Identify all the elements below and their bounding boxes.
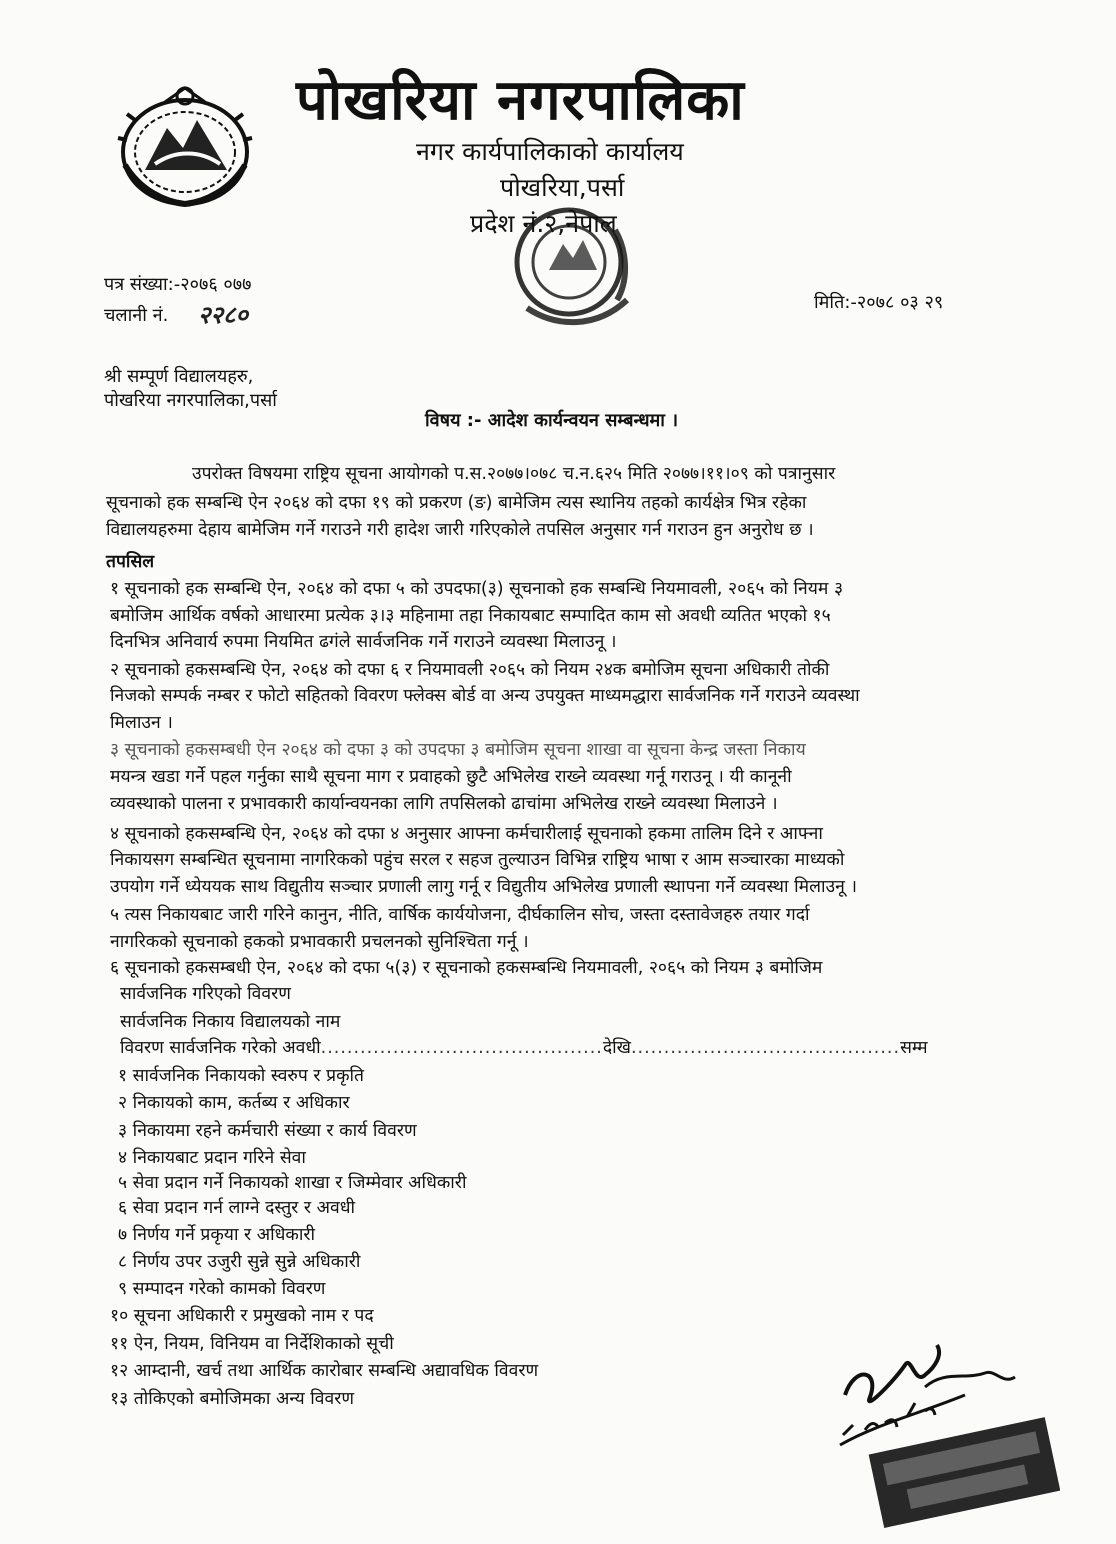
point-line: मयन्त्र खडा गर्ने पहल गर्नुका साथै सूचना माग र प्रवाहको छुटै अभिलेख राख्ने व्यवस्था गर्नू गराउनू । यी कानूनी (110, 767, 792, 787)
form-blank: ........................................... (320, 1038, 603, 1058)
point-line: उपयोग गर्ने ध्येययक साथ विद्युतीय सञ्चार प्रणाली लागु गर्नू र विद्युतीय अभिलेख प्रणाली स्थापना गर्ने व्यवस्था मिलाउनू । (110, 877, 857, 897)
intro-line-3: विद्यालयहरुमा देहाय बामेजिम गर्ने गराउने गरी हादेश जारी गरिएकोले तपसिल अनुसार गर्न गराउन हुन अनुरोध छ । (106, 520, 814, 540)
point-line: व्यवस्थाको पालना र प्रभावकारी कार्यान्वयनका लागि तपसिलको ढाचांमा अभिलेख राख्ने व्यवस्था मिलाउने । (110, 794, 778, 814)
signature-and-stamp (825, 1325, 1060, 1530)
detail-item: ३ निकायमा रहने कर्मचारी संख्या र कार्य विवरण (118, 1121, 417, 1141)
detail-item: ११ ऐन, नियम, विनियम वा निर्देशिकाको सूची (110, 1334, 394, 1354)
office-province: प्रदेश नं.२,नेपाल (470, 209, 617, 238)
point-line: निजको सम्पर्क नम्बर र फोटो सहितको विवरण फ्लेक्स बोर्ड वा अन्य उपयुक्त माध्यमद्धारा सार्वजनिक गर्ने गराउने व्यवस्था (110, 686, 860, 706)
detail-item: ४ निकायबाट प्रदान गरिने सेवा (118, 1148, 306, 1168)
dispatch-number: २२८० (198, 301, 248, 329)
detail-item: १३ तोकिएको बमोजिमका अन्य विवरण (110, 1389, 355, 1409)
form-period-row (120, 1036, 928, 1061)
form-nikaya: सार्वजनिक निकाय विद्यालयको नाम (120, 1012, 341, 1032)
detail-item: २ निकायको काम, कर्तब्य र अधिकार (118, 1093, 350, 1113)
form-period-label: विवरण सार्वजनिक गरेको अवधी (120, 1038, 321, 1058)
office-place: पोखरिया,पर्सा (500, 173, 625, 202)
letter-date: मिति:-२०७८ ०३ २९ (814, 292, 944, 313)
letterhead-title: पोखरिया नगरपालिका (296, 68, 745, 133)
subject-line: विषय :- आदेश कार्यन्वयन सम्बन्धमा । (425, 410, 679, 431)
intro-line-2: सूचनाको हक सम्बन्धि ऐन २०६४ को दफा १९ को प्रकरण (ङ) बामेजिम त्यस स्थानिय तहको कार्यक्षेत्र भित्र रहेका (106, 493, 807, 513)
recipient-line-1: श्री सम्पूर्ण विद्यालयहरु, (104, 366, 254, 387)
point-line: ४ सूचनाको हकसम्बन्धि ऐन, २०६४ को दफा ४ अनुसार आफ्ना कर्मचारीलाई सूचनाको हकमा तालिम दिने र आफ्ना (110, 824, 823, 844)
detail-item: १० सूचना अधिकारी र प्रमुखको नाम र पद (110, 1306, 374, 1326)
detail-item: १२ आम्दानी, खर्च तथा आर्थिक कारोबार सम्बन्धि अद्यावधिक विवरण (110, 1361, 539, 1381)
point-line: नागरिकको सूचनाको हकको प्रभावकारी प्रचलनको सुनिश्चिता गर्नू । (110, 932, 529, 952)
dispatch-label: चलानी नं. (104, 305, 169, 326)
point-line: ३ सूचनाको हकसम्बधी ऐन २०६४ को दफा ३ को उपदफा ३ बमोजिम सूचना शाखा वा सूचना केन्द्र जस्ता निकाय (110, 740, 806, 760)
point-line: दिनभित्र अनिवार्य रुपमा नियमित ढगंले सार्वजनिक गर्ने गराउने व्यवस्था मिलाउनू । (110, 632, 617, 652)
intro-line-1: उपरोक्त विषयमा राष्ट्रिय सूचना आयोगको प.स.२०७७।०७८ च.न.६२५ मिति २०७७।११।०९ को पत्रानुसार (192, 464, 836, 484)
nepal-emblem-logo (105, 80, 265, 215)
point-line: ५ त्यस निकायबाट जारी गरिने कानुन, नीति, वार्षिक कार्ययोजना, दीर्घकालिन सोच, जस्ता दस्तावेजहरु तयार गर्दा (110, 905, 810, 925)
point-line: बमोजिम आर्थिक वर्षको आधारमा प्रत्येक ३।३ महिनामा तहा निकायबाट सम्पादित काम सो अवधी व्यतित भएको १५ (110, 606, 831, 626)
point-line: निकायसग सम्बन्धित सूचनामा नागरिकको पहुंच सरल र सहज तुल्याउन विभिन्न राष्ट्रिय भाषा र आम सञ्चारका माध्यको (110, 850, 845, 870)
detail-item: १ सार्वजनिक निकायको स्वरुप र प्रकृति (118, 1066, 365, 1086)
point-line: १ सूचनाको हक सम्बन्धि ऐन, २०६४ को दफा ५ को उपदफा(३) सूचनाको हक सम्बन्धि नियमावली, २०६५ को नियम ३ (110, 579, 844, 599)
form-blank: ......................................... (630, 1038, 901, 1058)
office-seal-stamp (497, 200, 647, 335)
tapasil-heading: तपसिल (106, 552, 155, 572)
form-to: सम्म (900, 1038, 928, 1058)
point-line: ६ सूचनाको हकसम्बधी ऐन, २०६४ को दफा ५(३) र सूचनाको हकसम्बन्धि नियमावली, २०६५ को नियम ३ बमोजिम (110, 958, 823, 978)
office-name: नगर कार्यपालिकाको कार्यालय (416, 137, 684, 166)
point-line: २ सूचनाको हकसम्बन्धि ऐन, २०६४ को दफा ६ र नियमावली २०६५ को नियम २४क बमोजिम सूचना अधिकारी तोकी (110, 660, 830, 680)
letter-number: पत्र संख्या:-२०७६ ०७७ (104, 274, 252, 295)
recipient-line-2: पोखरिया नगरपालिका,पर्सा (104, 390, 277, 411)
detail-item: ८ निर्णय उपर उजुरी सुन्ने सुन्ने अधिकारी (118, 1252, 361, 1272)
point-line: सार्वजनिक गरिएको विवरण (120, 984, 291, 1004)
detail-item: ६ सेवा प्रदान गर्न लाग्ने दस्तुर र अवधी (118, 1198, 356, 1218)
point-line: मिलाउन । (110, 713, 173, 733)
form-from: देखि (602, 1038, 631, 1058)
detail-item: ७ निर्णय गर्ने प्रकृया र अधिकारी (118, 1225, 316, 1245)
detail-item: ९ सम्पादन गरेको कामको विवरण (118, 1279, 326, 1299)
detail-item: ५ सेवा प्रदान गर्ने निकायको शाखा र जिम्मेवार अधिकारी (118, 1173, 467, 1193)
